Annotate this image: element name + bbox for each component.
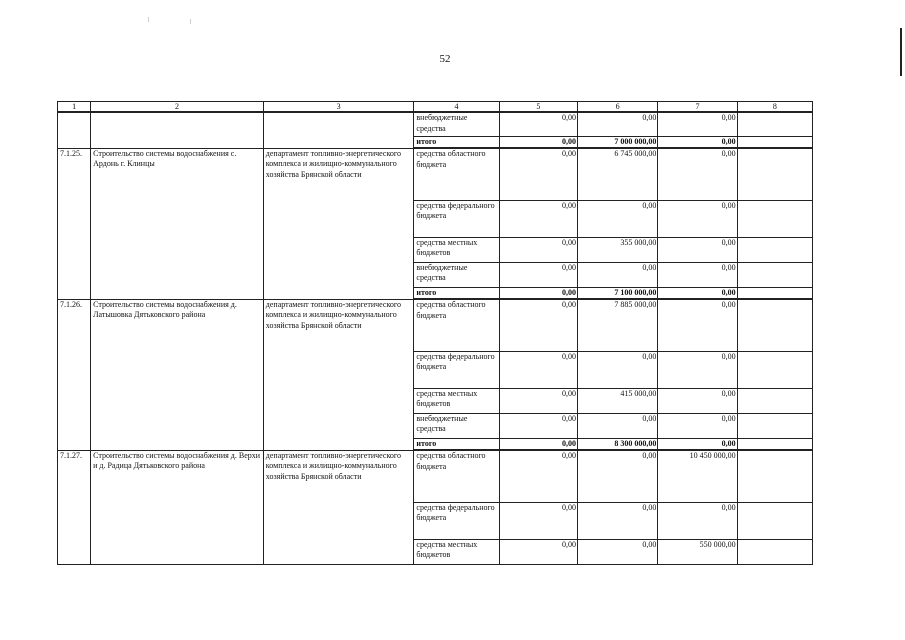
table-row (58, 450, 813, 502)
value-cell: 6 745 000,00 (578, 148, 658, 200)
column-header: 7 (658, 102, 737, 113)
value-cell: 0,00 (658, 413, 737, 438)
value-cell: 0,00 (499, 539, 577, 564)
source-cell: средства местных бюджетов (414, 539, 499, 564)
value-cell: 0,00 (499, 413, 577, 438)
value-cell: 0,00 (499, 287, 577, 299)
column-header: 2 (91, 102, 264, 113)
value-cell: 10 450 000,00 (658, 450, 737, 502)
table-row (58, 112, 813, 136)
source-cell: средства местных бюджетов (414, 237, 499, 262)
value-cell: 0,00 (499, 450, 577, 502)
value-cell: 0,00 (499, 388, 577, 413)
value-cell: 0,00 (578, 112, 658, 136)
value-cell: 550 000,00 (658, 539, 737, 564)
value-cell: 355 000,00 (578, 237, 658, 262)
value-cell: 0,00 (578, 200, 658, 237)
code-cell (58, 112, 91, 148)
value-cell: 0,00 (578, 450, 658, 502)
value-cell: 0,00 (499, 351, 577, 388)
name-cell: Строительство системы водоснабжения д. Латышовка Дятьковского района (91, 299, 264, 450)
source-cell: средства областного бюджета (414, 148, 499, 200)
source-cell: итого (414, 287, 499, 299)
value-cell: 0,00 (578, 413, 658, 438)
value-cell: 0,00 (658, 262, 737, 287)
scan-mark (148, 17, 149, 22)
value-cell (737, 299, 812, 351)
code-cell: 7.1.25. (58, 148, 91, 299)
source-cell: средства федерального бюджета (414, 351, 499, 388)
value-cell: 0,00 (658, 388, 737, 413)
source-cell: средства федерального бюджета (414, 200, 499, 237)
value-cell: 0,00 (578, 502, 658, 539)
value-cell: 0,00 (658, 502, 737, 539)
source-cell: средства областного бюджета (414, 450, 499, 502)
value-cell: 7 885 000,00 (578, 299, 658, 351)
value-cell: 0,00 (499, 262, 577, 287)
value-cell (737, 136, 812, 148)
value-cell: 0,00 (658, 299, 737, 351)
value-cell: 0,00 (499, 438, 577, 450)
executor-cell: департамент топливно-энергетического комплекса и жилищно-коммунального хозяйства Брянской области (263, 299, 414, 450)
value-cell: 0,00 (578, 262, 658, 287)
column-header: 5 (499, 102, 577, 113)
value-cell (737, 450, 812, 502)
value-cell: 0,00 (658, 136, 737, 148)
source-cell: средства областного бюджета (414, 299, 499, 351)
code-cell: 7.1.27. (58, 450, 91, 564)
value-cell (737, 539, 812, 564)
value-cell: 0,00 (658, 112, 737, 136)
scan-mark (190, 19, 191, 24)
value-cell: 0,00 (499, 112, 577, 136)
column-header: 3 (263, 102, 414, 113)
value-cell: 0,00 (658, 351, 737, 388)
value-cell: 8 300 000,00 (578, 438, 658, 450)
name-cell: Строительство системы водоснабжения д. Верхи и д. Радица Дятьковского района (91, 450, 264, 564)
column-header: 4 (414, 102, 499, 113)
value-cell: 0,00 (658, 200, 737, 237)
value-cell (737, 112, 812, 136)
value-cell: 0,00 (499, 200, 577, 237)
value-cell: 0,00 (658, 438, 737, 450)
column-header: 1 (58, 102, 91, 113)
value-cell (737, 388, 812, 413)
source-cell: итого (414, 136, 499, 148)
value-cell (737, 413, 812, 438)
value-cell: 0,00 (658, 237, 737, 262)
table-row (58, 299, 813, 351)
value-cell: 0,00 (658, 287, 737, 299)
code-cell: 7.1.26. (58, 299, 91, 450)
value-cell (737, 148, 812, 200)
value-cell (737, 200, 812, 237)
name-cell (91, 112, 264, 148)
source-cell: внебюджетные средства (414, 413, 499, 438)
value-cell: 0,00 (578, 539, 658, 564)
value-cell: 7 000 000,00 (578, 136, 658, 148)
value-cell: 0,00 (499, 299, 577, 351)
source-cell: средства местных бюджетов (414, 388, 499, 413)
name-cell: Строительство системы водоснабжения с. Ардонь г. Клинцы (91, 148, 264, 299)
source-cell: внебюджетные средства (414, 112, 499, 136)
value-cell (737, 262, 812, 287)
value-cell (737, 502, 812, 539)
value-cell: 0,00 (499, 502, 577, 539)
value-cell: 7 100 000,00 (578, 287, 658, 299)
value-cell: 0,00 (499, 237, 577, 262)
page-edge-mark (900, 28, 902, 76)
executor-cell: департамент топливно-энергетического комплекса и жилищно-коммунального хозяйства Брянской области (263, 148, 414, 299)
value-cell: 0,00 (499, 136, 577, 148)
value-cell: 0,00 (658, 148, 737, 200)
value-cell (737, 287, 812, 299)
value-cell (737, 438, 812, 450)
source-cell: внебюджетные средства (414, 262, 499, 287)
budget-table (57, 101, 813, 565)
executor-cell (263, 112, 414, 148)
table-row (58, 148, 813, 200)
value-cell: 0,00 (578, 351, 658, 388)
value-cell (737, 237, 812, 262)
source-cell: средства федерального бюджета (414, 502, 499, 539)
source-cell: итого (414, 438, 499, 450)
table-header-row (58, 102, 813, 113)
value-cell (737, 351, 812, 388)
value-cell: 0,00 (499, 148, 577, 200)
value-cell: 415 000,00 (578, 388, 658, 413)
column-header: 6 (578, 102, 658, 113)
column-header: 8 (737, 102, 812, 113)
executor-cell: департамент топливно-энергетического комплекса и жилищно-коммунального хозяйства Брянской области (263, 450, 414, 564)
page-number: 52 (439, 53, 451, 65)
